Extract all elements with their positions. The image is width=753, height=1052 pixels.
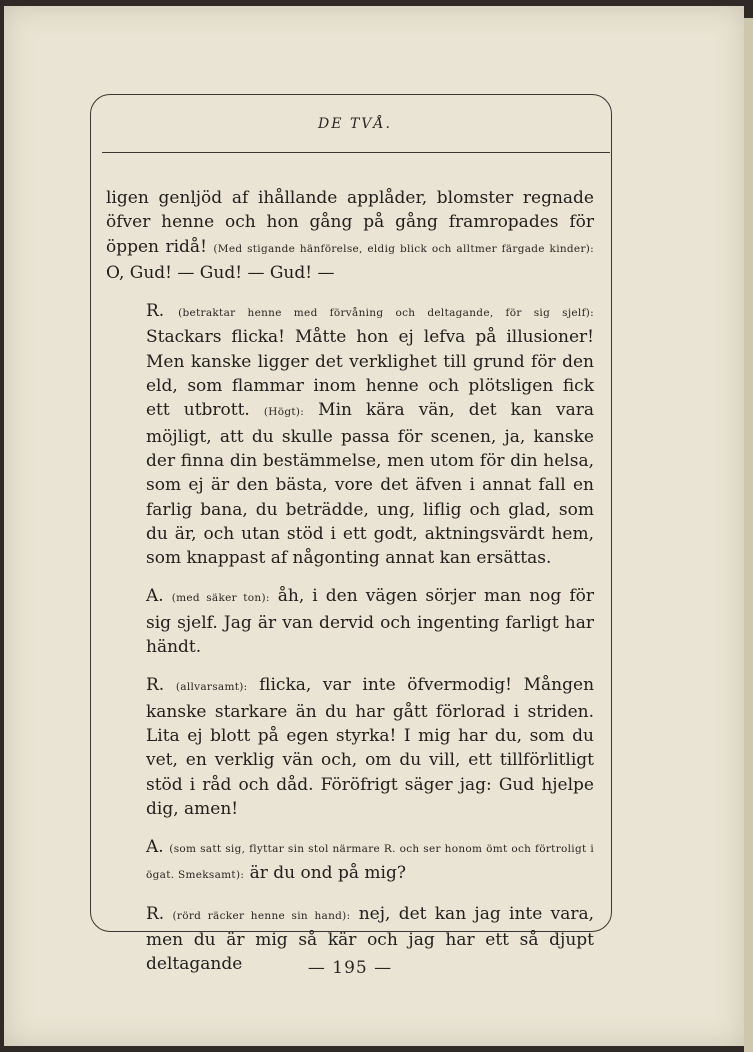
stage-direction: (med säker ton): [171,592,270,605]
stage-direction: (allvarsamt): [175,681,248,694]
paragraph-text: Stackars flicka! Måtte hon ej lefva på illusioner! Men kanske ligger det verklighet till grund för den eld, som flammar inom henne och plötsligen fick ett utbrott. [146,327,594,421]
stage-direction: (som satt sig, flyttar sin stol närmare R. och ser honom ömt och förtroligt i ögat. Smeksamt): [146,843,594,882]
paragraph-text: Min kära vän, det kan vara möjligt, att du skulle passa för scenen, ja, kanske der finna din bestämmelse, men utom för din helsa, som ej är den bästa, vore det äfven i annat fall en farlig bana, du beträdde, ung, liflig och glad, som du är, och utan stöd i ett godt, aktningsvärdt hem, som knappast af någonting annat kan ersättas. [146,400,595,569]
speaker-label: A. [146,586,164,607]
paragraph-text: åh, i den vägen sörjer man nog för sig sjelf. Jag är van dervid och ingenting farligt har händt. [146,586,595,658]
paragraph-text: nej, det kan jag inte vara, men du är mig så kär och jag har ett så djupt deltagande [146,903,594,975]
paragraph [106,584,594,659]
speaker-label: R. [146,903,165,924]
stage-direction: (rörd räcker henne sin hand): [172,909,351,922]
paragraph [106,299,594,570]
page-edge [744,18,753,1052]
stage-direction: (betraktar henne med förvåning och deltagande, för sig sjelf): [178,307,595,320]
stage-direction: (Högt): [263,406,305,419]
body-text [106,186,594,991]
running-head: DE TVÅ. [318,116,392,132]
paragraph [106,835,594,888]
speaker-label: R. [146,301,165,322]
paragraph [106,673,594,821]
paragraph-text: O, Gud! — Gud! — Gud! — [106,262,335,283]
speaker-label: R. [146,675,165,696]
stage-direction: (Med stigande hänförelse, eldig blick och alltmer färgade kinder): [213,242,595,255]
paragraph [106,186,594,285]
paragraph-text: är du ond på mig? [249,863,406,884]
paragraph-text: flicka, var inte öfvermodig! Mången kanske starkare än du har gått förlorad i striden. Lita ej blott på egen styrka! I mig har du, som du vet, en verklig vän och, om du vill, ett tillförlitligt stöd i råd och dåd. Föröfrigt säger jag: Gud hjelpe dig, amen! [146,675,595,819]
page-number: — 195 — [307,958,393,978]
speaker-label: A. [146,837,164,858]
header-rule [102,152,610,153]
paragraph-text: ligen genljöd af ihållande applåder, blomster regnade öfver henne och hon gång på gång framropades för öppen ridå! [106,188,594,257]
